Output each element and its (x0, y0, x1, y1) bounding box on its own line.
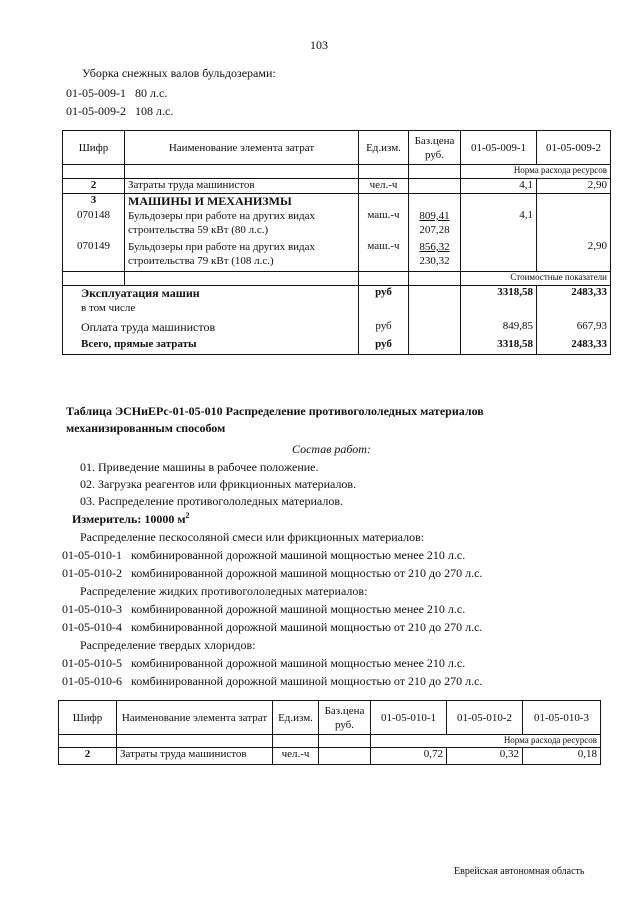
row-name-line-1: Бульдозеры при работе на других видах (128, 210, 316, 222)
item-text: комбинированной дорожной машиной мощностью менее 210 л.с. (131, 656, 466, 670)
row-name (125, 209, 359, 240)
row-value-2: 0,32 (447, 748, 523, 765)
row-price-2: 230,32 (419, 255, 450, 267)
code-item (66, 104, 173, 119)
works-heading: Состав работ: (292, 442, 371, 456)
table-row (63, 240, 611, 271)
code-item (62, 674, 482, 689)
table-title-line-1: Таблица ЭСНиЕРс-01-05-010 Распределение противогололедных материалов (66, 404, 484, 418)
item-code: 01-05-010-6 (62, 674, 122, 688)
header-name: Наименование элемента затрат (117, 701, 273, 735)
row-value-1 (461, 240, 537, 271)
cost-row (63, 302, 611, 320)
row-name: Затраты труда машинистов (125, 179, 359, 194)
cost-name: Оплата труда машинистов (63, 320, 359, 338)
meter-superscript: 2 (185, 511, 190, 520)
table-header-row (63, 131, 611, 165)
item-text: комбинированной дорожной машиной мощностью от 210 до 270 л.с. (131, 620, 483, 634)
cost-name: Эксплуатация машин (63, 285, 359, 302)
row-code: 070149 (63, 240, 125, 271)
item-code: 01-05-009-2 (66, 104, 126, 118)
cost-name: Всего, прямые затраты (63, 338, 359, 354)
row-price-1: 856,32 (419, 241, 450, 253)
item-text: 108 л.с. (135, 104, 174, 118)
header-price: Баз.цена руб. (319, 701, 371, 735)
header-unit: Ед.изм. (359, 131, 409, 165)
cost-row (63, 285, 611, 302)
row-name-line-2: строительства 79 кВт (108 л.с.) (128, 255, 274, 267)
cost-row (63, 338, 611, 354)
item-text: 80 л.с. (135, 86, 168, 100)
item-text: комбинированной дорожной машиной мощностью от 210 до 270 л.с. (131, 674, 483, 688)
row-value-2: 2,90 (537, 240, 611, 271)
code-item (62, 620, 482, 635)
norm-label: Норма расхода ресурсов (371, 735, 601, 748)
cost-value-2: 2483,33 (537, 338, 611, 354)
header-code: Шифр (59, 701, 117, 735)
row-unit: чел.-ч (273, 748, 319, 765)
group-heading: Распределение твердых хлоридов: (80, 638, 256, 652)
row-price-1: 809,41 (419, 210, 450, 222)
row-name: Затраты труда машинистов (117, 748, 273, 765)
header-col-2: 01-05-010-2 (447, 701, 523, 735)
header-price: Баз.цена руб. (409, 131, 461, 165)
cost-value-1: 849,85 (461, 320, 537, 338)
cost-unit: руб (359, 285, 409, 302)
code-item (66, 86, 167, 101)
cost-value-1: 3318,58 (461, 338, 537, 354)
resource-table-1 (62, 130, 611, 355)
group-heading: Распределение жидких противогололедных материалов: (80, 584, 368, 598)
item-text: комбинированной дорожной машиной мощностью менее 210 л.с. (131, 602, 466, 616)
cost-label: Стоимостные показатели (461, 271, 611, 285)
work-item: 03. Распределение противогололедных материалов. (80, 494, 343, 508)
item-text: комбинированной дорожной машиной мощностью от 210 до 270 л.с. (131, 566, 483, 580)
item-code: 01-05-010-2 (62, 566, 122, 580)
cost-unit: руб (359, 338, 409, 354)
row-name-line-1: Бульдозеры при работе на других видах (128, 241, 316, 253)
norm-label: Норма расхода ресурсов (461, 165, 611, 179)
row-value-1: 4,1 (461, 209, 537, 240)
row-code: 2 (63, 179, 125, 194)
cost-name: в том числе (63, 302, 359, 320)
row-name-line-2: строительства 59 кВт (80 л.с.) (128, 224, 269, 236)
table-row (59, 748, 601, 765)
norm-label-row (63, 165, 611, 179)
footer-region: Еврейская автономная область (454, 866, 585, 877)
row-unit: чел.-ч (359, 179, 409, 194)
norm-label-row (59, 735, 601, 748)
row-unit: маш.-ч (359, 209, 409, 240)
header-col-2: 01-05-009-2 (537, 131, 611, 165)
code-item (62, 548, 465, 563)
row-value-2: 2,90 (537, 179, 611, 194)
item-code: 01-05-010-1 (62, 548, 122, 562)
header-code: Шифр (63, 131, 125, 165)
item-code: 01-05-010-3 (62, 602, 122, 616)
row-price (409, 240, 461, 271)
row-name (125, 240, 359, 271)
code-item (62, 602, 465, 617)
row-name: МАШИНЫ И МЕХАНИЗМЫ (125, 194, 359, 210)
row-code: 2 (59, 748, 117, 765)
code-item (62, 566, 482, 581)
section-heading: Уборка снежных валов бульдозерами: (82, 66, 276, 80)
row-value-2 (537, 209, 611, 240)
work-item: 01. Приведение машины в рабочее положение. (80, 460, 319, 474)
row-price (409, 209, 461, 240)
table-header-row (59, 701, 601, 735)
item-code: 01-05-010-4 (62, 620, 122, 634)
cost-value-1: 3318,58 (461, 285, 537, 302)
item-code: 01-05-010-5 (62, 656, 122, 670)
item-code: 01-05-009-1 (66, 86, 126, 100)
table-row (63, 209, 611, 240)
row-price-2: 207,28 (419, 224, 450, 236)
meter-text: Измеритель: 10000 м (72, 512, 186, 526)
header-col-1: 01-05-009-1 (461, 131, 537, 165)
code-item (62, 656, 465, 671)
row-code: 3 (63, 194, 125, 210)
row-unit: маш.-ч (359, 240, 409, 271)
cost-unit: руб (359, 320, 409, 338)
cost-value-2: 2483,33 (537, 285, 611, 302)
item-text: комбинированной дорожной машиной мощностью менее 210 л.с. (131, 548, 466, 562)
row-code: 070148 (63, 209, 125, 240)
page-number: 103 (310, 38, 328, 52)
cost-row (63, 320, 611, 338)
table-row (63, 179, 611, 194)
header-col-1: 01-05-010-1 (371, 701, 447, 735)
header-name: Наименование элемента затрат (125, 131, 359, 165)
header-col-3: 01-05-010-3 (523, 701, 601, 735)
header-unit: Ед.изм. (273, 701, 319, 735)
group-heading: Распределение пескосоляной смеси или фрикционных материалов: (80, 530, 425, 544)
table-row (63, 194, 611, 210)
row-value-1: 0,72 (371, 748, 447, 765)
row-value-3: 0,18 (523, 748, 601, 765)
resource-table-2 (58, 700, 601, 765)
meter-label (72, 511, 190, 527)
cost-label-row (63, 271, 611, 285)
work-item: 02. Загрузка реагентов или фрикционных материалов. (80, 477, 357, 491)
row-value-1: 4,1 (461, 179, 537, 194)
cost-value-2: 667,93 (537, 320, 611, 338)
table-title-line-2: механизированным способом (66, 421, 226, 435)
